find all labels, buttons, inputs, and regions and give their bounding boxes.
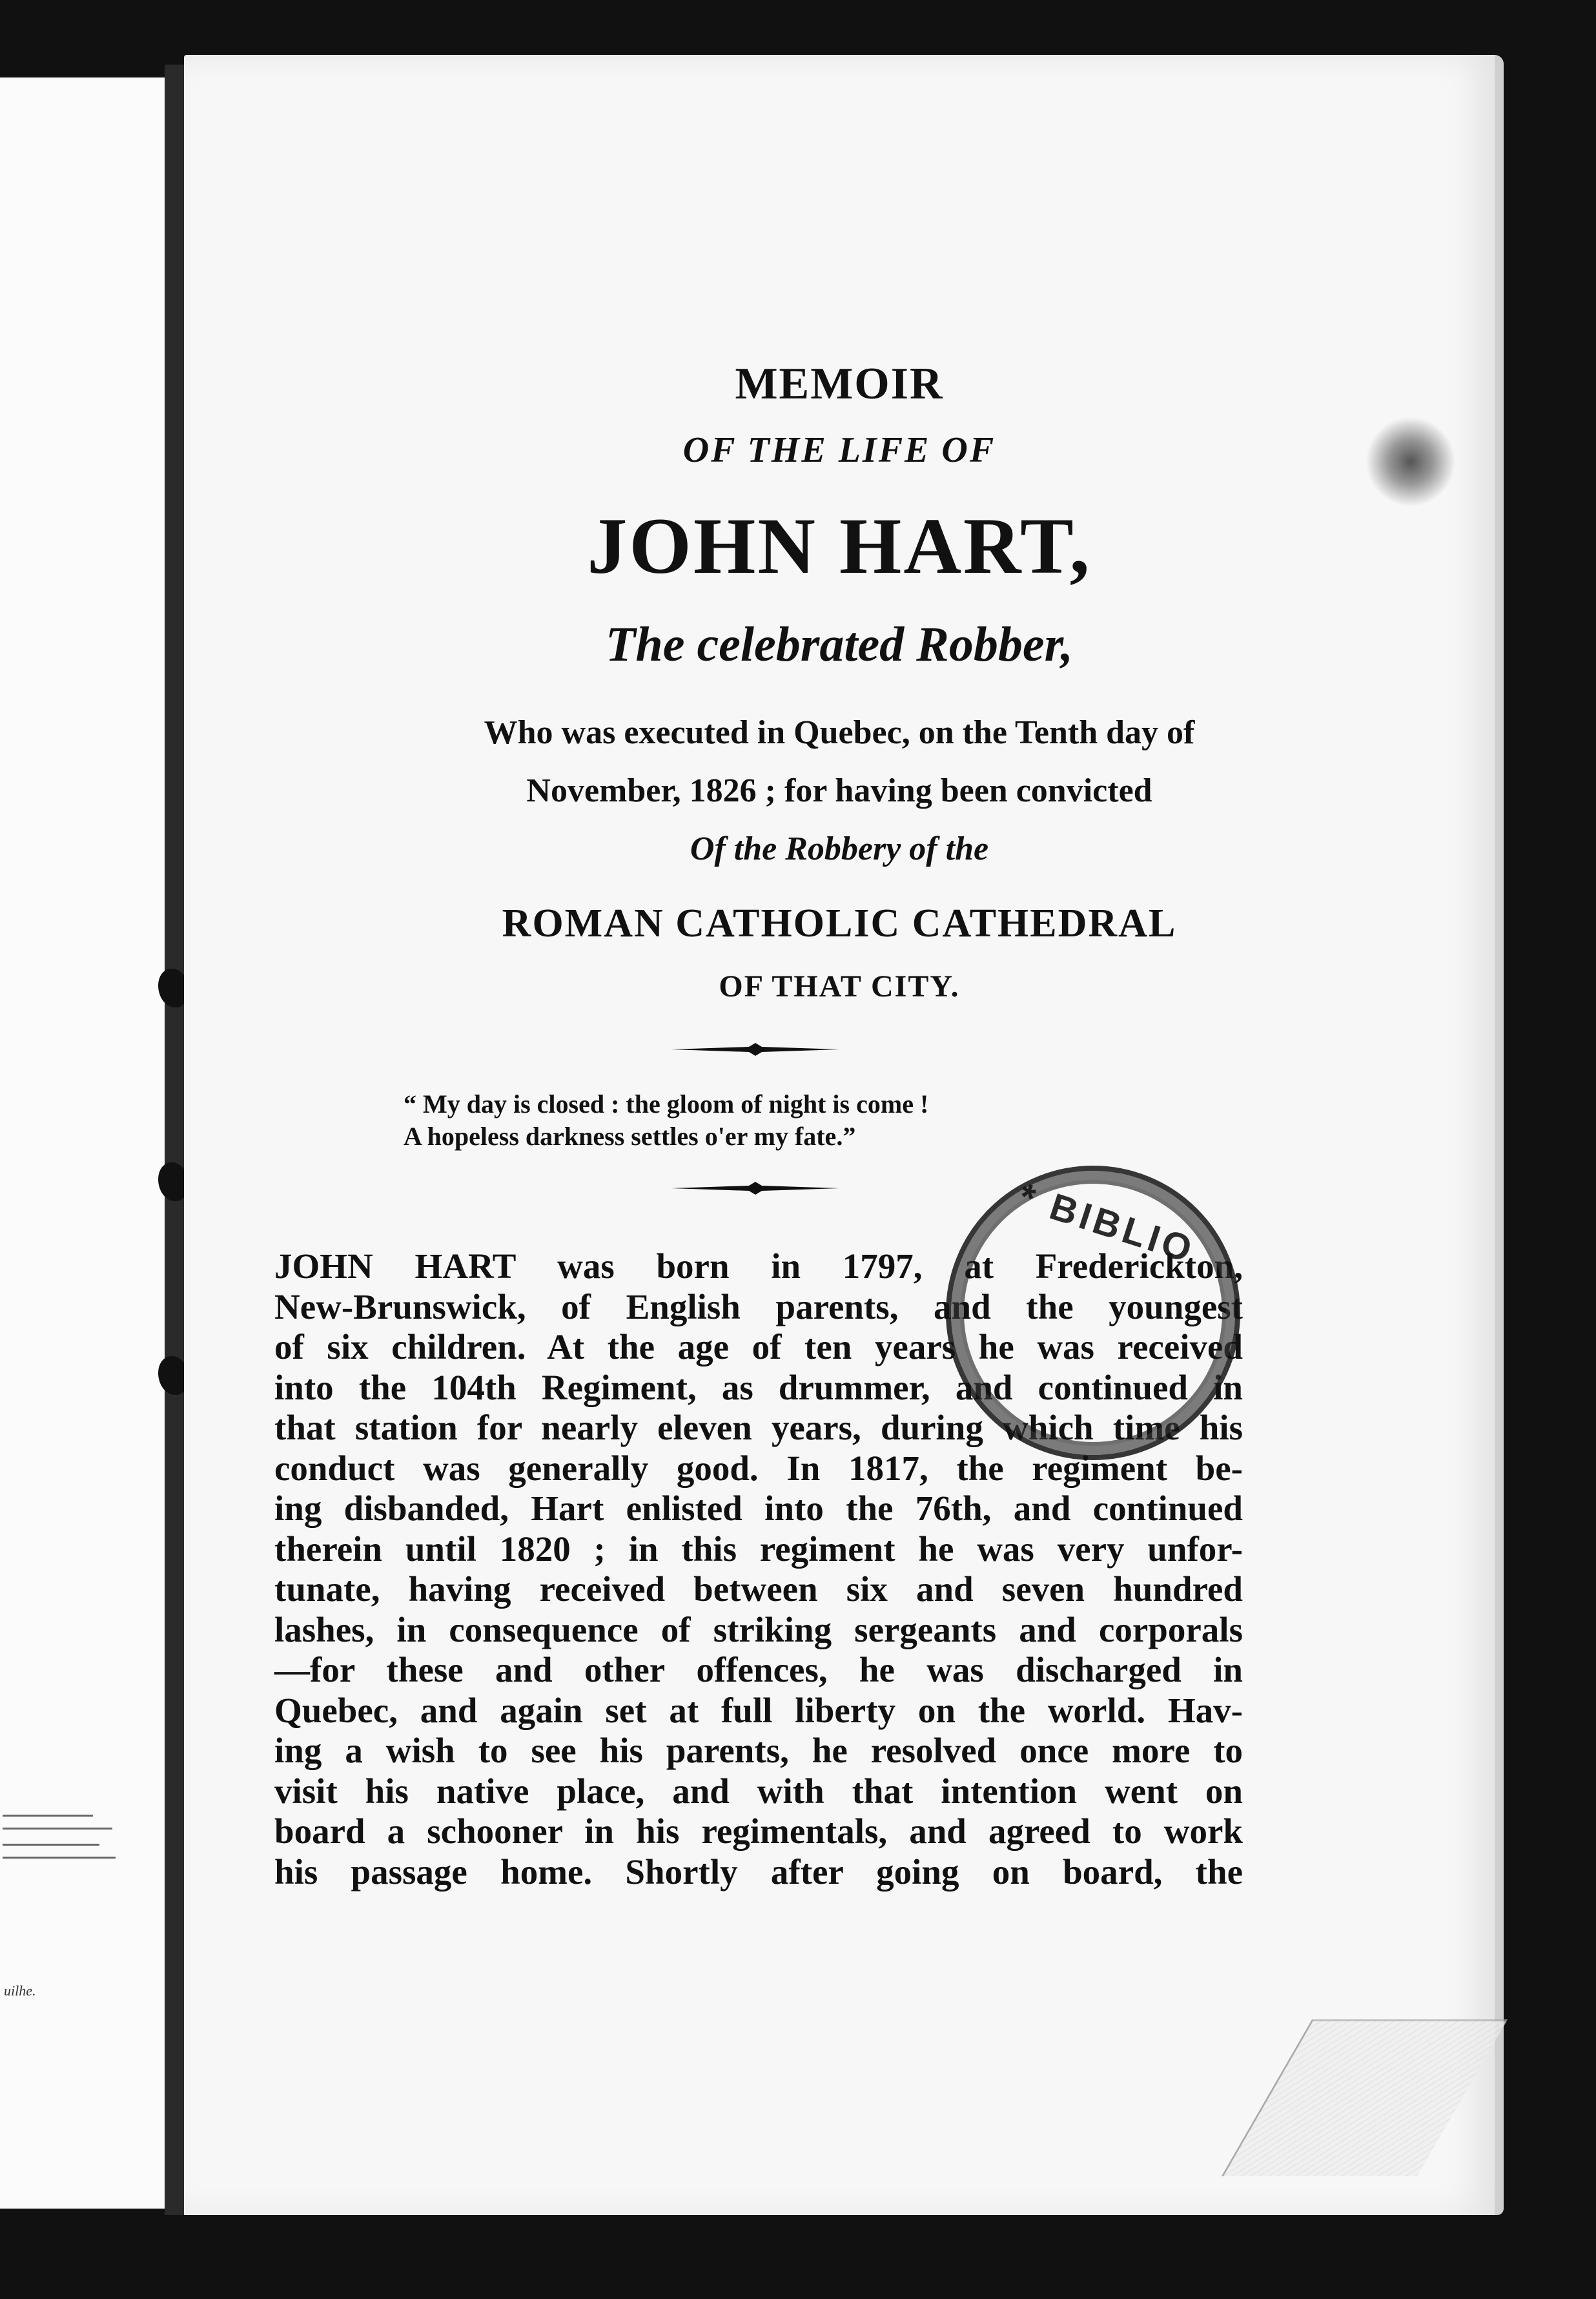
epigraph	[404, 1088, 928, 1153]
description-line: November, 1826 ; for having been convicted	[526, 772, 1152, 809]
ornament-rule	[671, 1043, 839, 1056]
heading-name: JOHN HART,	[587, 502, 1092, 590]
ornament-rule	[671, 1182, 839, 1195]
body-line: Quebec, and again set at full liberty on the world. Hav-	[274, 1690, 1243, 1730]
body-line: ing disbanded, Hart enlisted into the 76th, and continued	[274, 1489, 1243, 1528]
folded-corner	[1222, 2019, 1508, 2176]
body-line: therein until 1820 ; in this regiment he was very unfor-	[274, 1529, 1243, 1569]
heading-memoir: MEMOIR	[735, 359, 944, 409]
body-line: lashes, in consequence of striking sergeants and corporals	[274, 1609, 1243, 1649]
description-line: Who was executed in Quebec, on the Tenth day of	[484, 714, 1195, 751]
body-line: conduct was generally good. In 1817, the regiment be-	[274, 1448, 1243, 1488]
description-line: Of the Robbery of the	[690, 830, 989, 867]
body-line: visit his native place, and with that intention went on	[274, 1771, 1243, 1811]
body-line: —for these and other offences, he was discharged in	[274, 1650, 1243, 1689]
heading-subtitle: The celebrated Robber,	[606, 617, 1073, 672]
body-line: his passage home. Shortly after going on board, the	[274, 1851, 1243, 1892]
spine-gutter	[165, 65, 184, 2215]
epigraph-line: “ My day is closed : the gloom of night is come !	[404, 1089, 929, 1119]
left-page-rule	[3, 1815, 93, 1817]
left-page-snippet: uilhe.	[4, 1983, 36, 1999]
epigraph-line: A hopeless darkness settles o'er my fate.”	[404, 1122, 856, 1151]
heading-city: OF THAT CITY.	[719, 969, 960, 1004]
body-line: of six children. At the age of ten years he was received	[274, 1327, 1243, 1366]
body-line: JOHN HART was born in 1797, at Frederickton,	[274, 1246, 1243, 1286]
body-line: that station for nearly eleven years, during which time his	[274, 1408, 1243, 1447]
body-line: tunate, having received between six and seven hundred	[274, 1569, 1243, 1609]
body-line: board a schooner in his regimentals, and agreed to work	[274, 1811, 1243, 1851]
body-line: ing a wish to see his parents, he resolved once more to	[274, 1731, 1243, 1770]
left-page-rule	[3, 1844, 99, 1846]
heading-of-the-life: OF THE LIFE OF	[682, 430, 996, 470]
left-facing-page	[0, 77, 169, 2209]
body-line: New-Brunswick, of English parents, and the youngest	[274, 1286, 1243, 1326]
stamp-text: * BIBLIO	[1013, 1175, 1201, 1272]
body-line: into the 104th Regiment, as drummer, and continued in	[274, 1367, 1243, 1407]
title-page	[184, 55, 1504, 2215]
heading-cathedral: ROMAN CATHOLIC CATHEDRAL	[502, 902, 1177, 945]
left-page-rule	[3, 1828, 112, 1830]
library-stamp	[946, 1166, 1240, 1460]
left-page-rule	[3, 1857, 116, 1859]
